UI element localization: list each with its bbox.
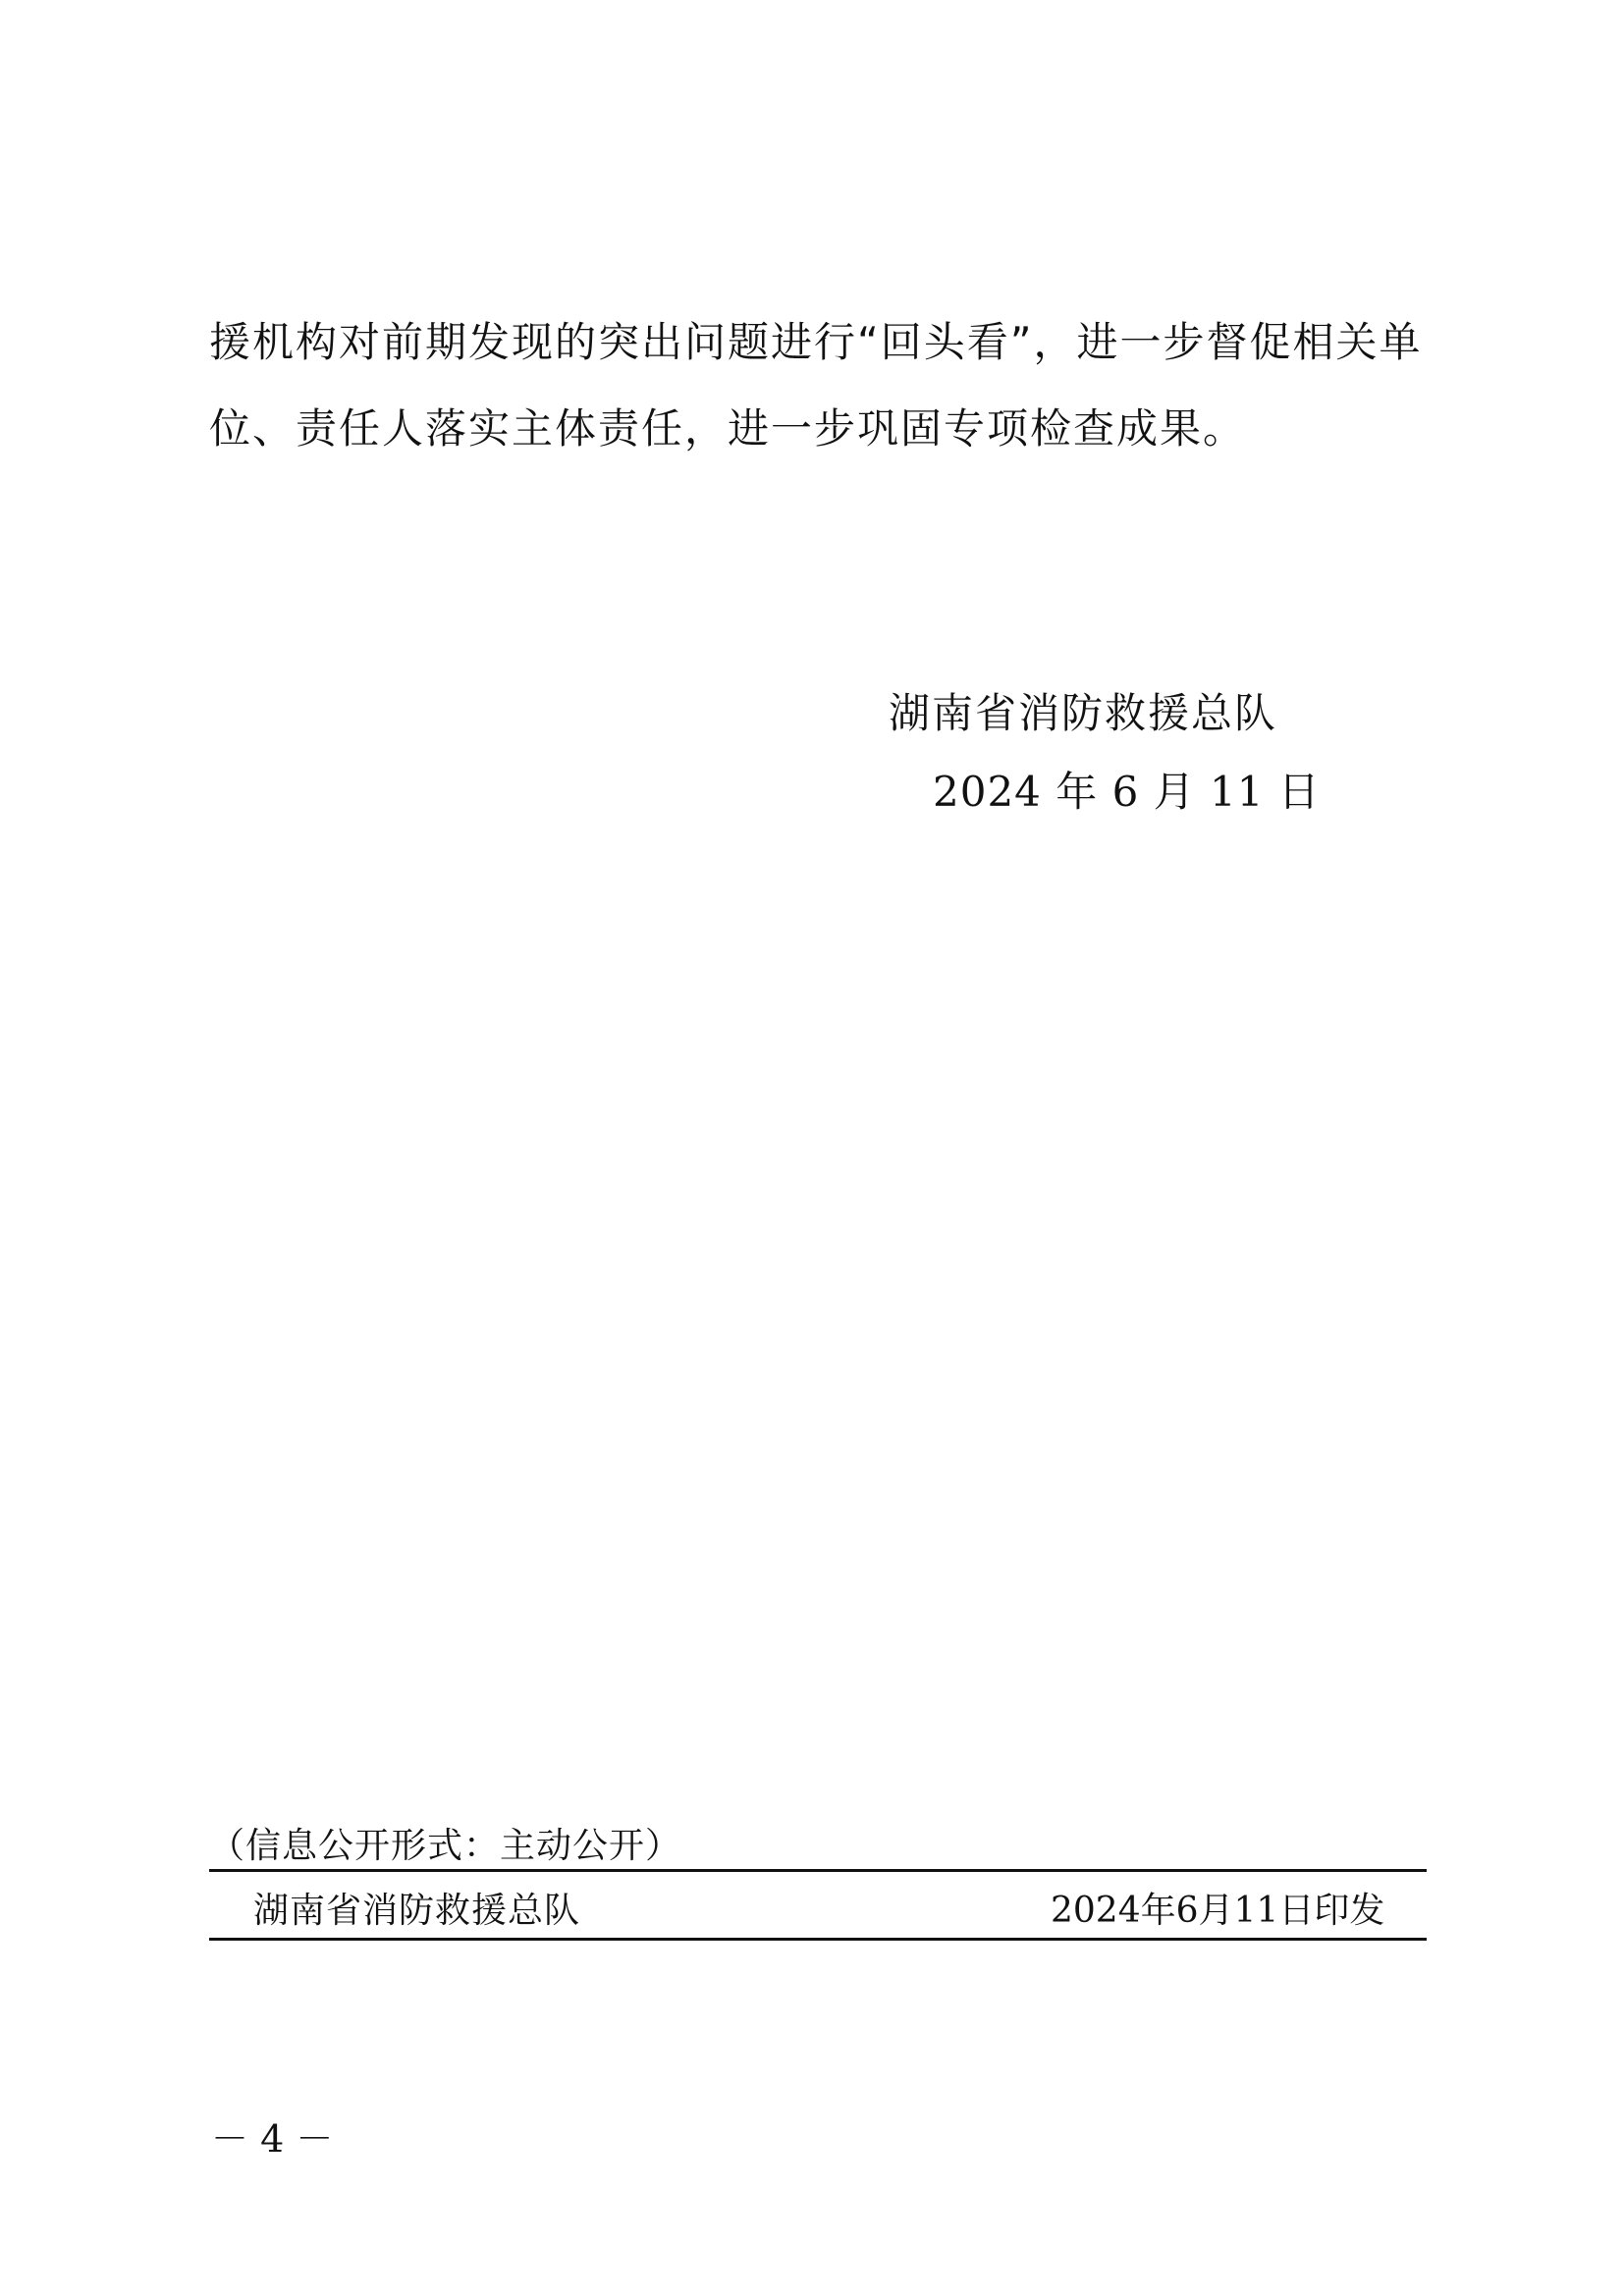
footer-issue-date: 2024年6月11日印发 xyxy=(1051,1891,1385,1931)
footer-bottom-rule xyxy=(209,1938,1427,1941)
body-line: 援机构对前期发现的突出问题进行“回头看”，进一步督促相关单 xyxy=(209,318,1423,366)
signature-date: 2024 年 6 月 11 日 xyxy=(933,768,1321,816)
footer-top-rule xyxy=(209,1869,1427,1872)
disclosure-note: （信息公开形式：主动公开） xyxy=(209,1826,682,1866)
document-body-paragraph xyxy=(209,299,1427,472)
signature-organization: 湖南省消防救援总队 xyxy=(889,689,1278,737)
footer-organization: 湖南省消防救援总队 xyxy=(253,1891,581,1931)
page-number: － 4 － xyxy=(211,2117,334,2161)
body-line: 位、责任人落实主体责任，进一步巩固专项检查成果。 xyxy=(209,404,1247,453)
